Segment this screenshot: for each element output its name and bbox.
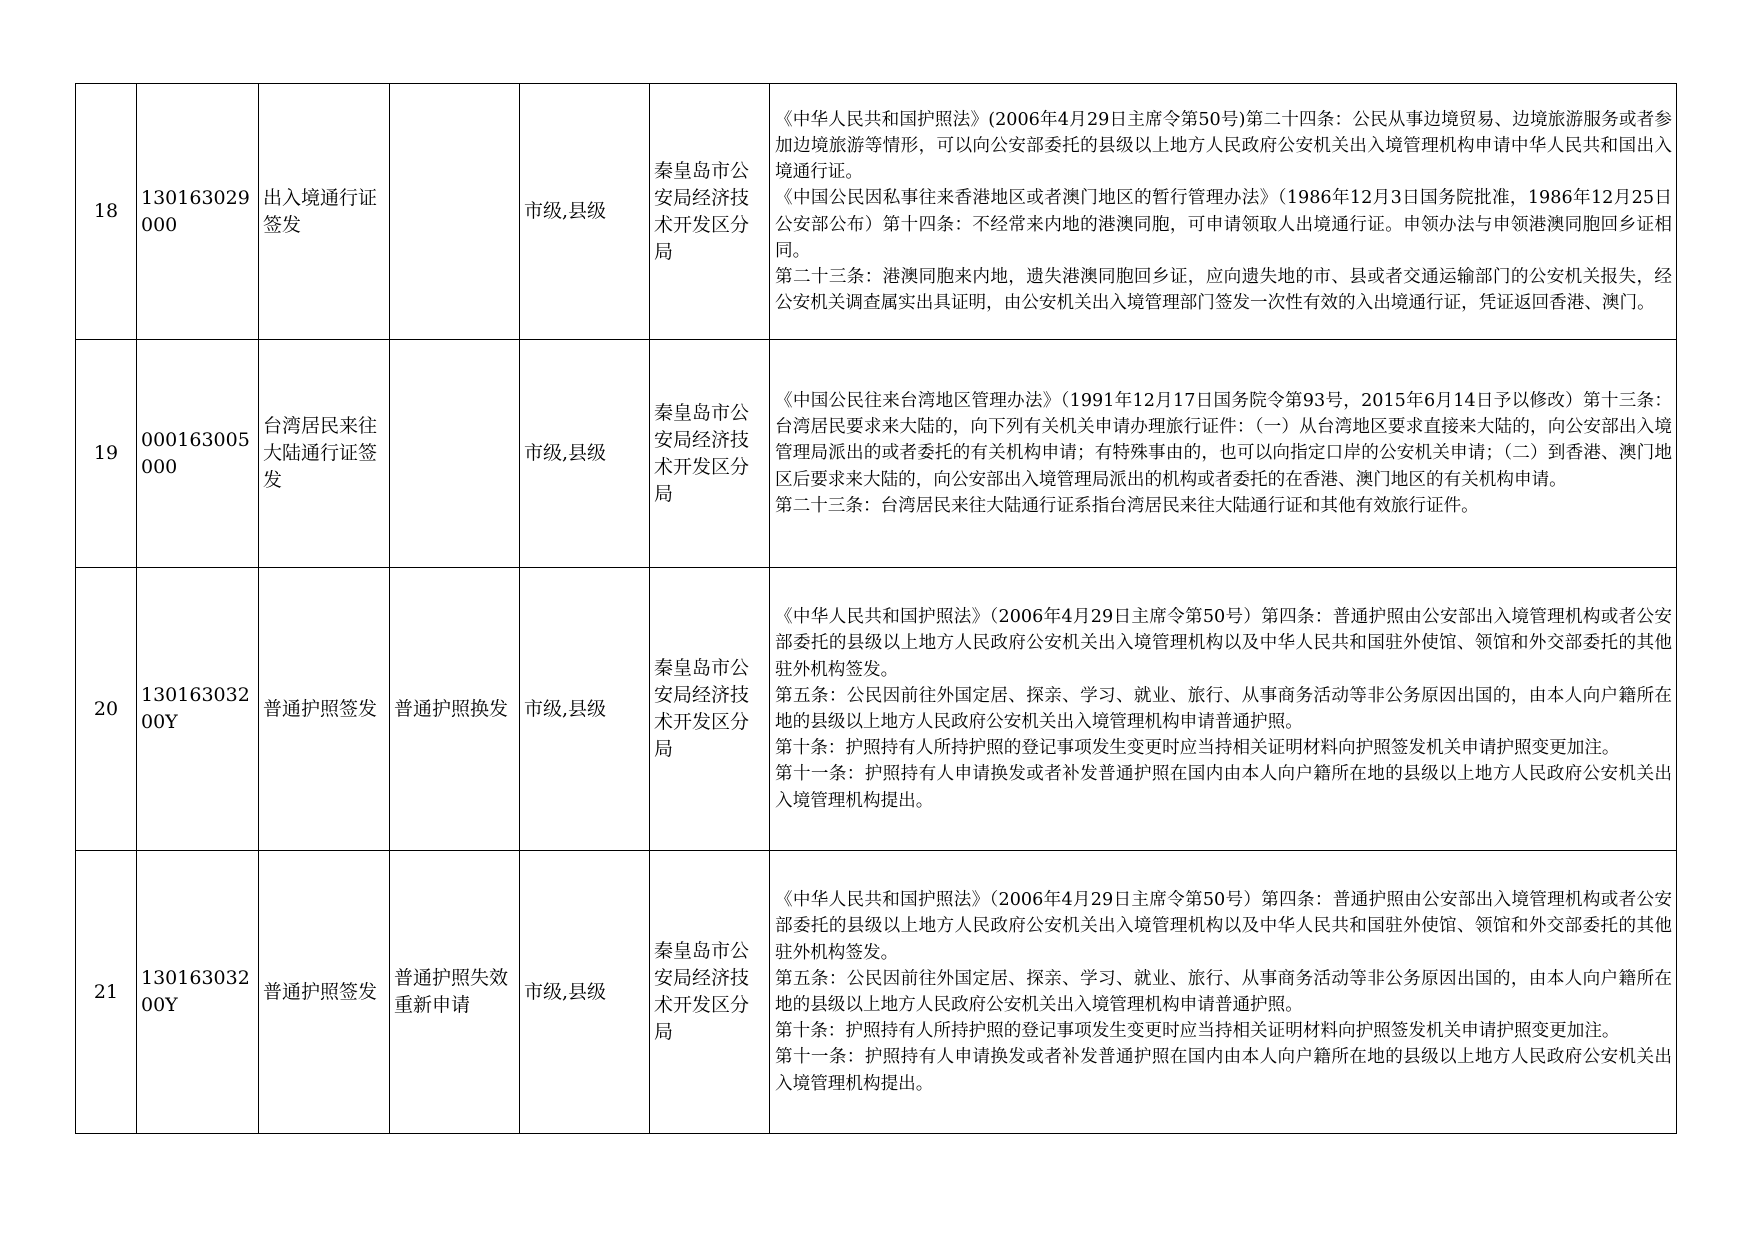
row-number: 19 <box>76 340 137 568</box>
legal-basis <box>770 851 1677 1134</box>
basis-paragraph: 第十条：护照持有人所持护照的登记事项发生变更时应当持相关证明材料向护照签发机关申请护照变更加注。 <box>775 1021 1620 1042</box>
table-row <box>76 851 1677 1134</box>
row-number: 20 <box>76 568 137 851</box>
basis-paragraph: 第十一条：护照持有人申请换发或者补发普通护照在国内由本人向户籍所在地的县级以上地方人民政府公安机关出入境管理机构提出。 <box>775 764 1672 811</box>
exercise-level: 市级,县级 <box>520 340 650 568</box>
sub-item-name <box>390 340 520 568</box>
item-name: 普通护照签发 <box>259 851 390 1134</box>
basis-paragraph: 《中华人民共和国护照法》(2006年4月29日主席令第50号)第二十四条：公民从事边境贸易、边境旅游服务或者参加边境旅游等情形，可以向公安部委托的县级以上地方人民政府公安机关出入境管理机构申请中华人民共和国出入境通行证。 <box>775 109 1672 183</box>
department: 秦皇岛市公安局经济技术开发区分局 <box>650 851 770 1134</box>
exercise-level: 市级,县级 <box>520 568 650 851</box>
department: 秦皇岛市公安局经济技术开发区分局 <box>650 84 770 340</box>
item-code: 13016303200Y <box>137 851 259 1134</box>
sub-item-name: 普通护照失效重新申请 <box>390 851 520 1134</box>
basis-paragraph: 第十一条：护照持有人申请换发或者补发普通护照在国内由本人向户籍所在地的县级以上地方人民政府公安机关出入境管理机构提出。 <box>775 1047 1672 1094</box>
exercise-level: 市级,县级 <box>520 84 650 340</box>
table-row <box>76 568 1677 851</box>
sub-item-name: 普通护照换发 <box>390 568 520 851</box>
department: 秦皇岛市公安局经济技术开发区分局 <box>650 568 770 851</box>
items-table <box>75 83 1677 1134</box>
item-name: 普通护照签发 <box>259 568 390 851</box>
basis-paragraph: 第十条：护照持有人所持护照的登记事项发生变更时应当持相关证明材料向护照签发机关申请护照变更加注。 <box>775 738 1620 759</box>
basis-paragraph: 第五条：公民因前往外国定居、探亲、学习、就业、旅行、从事商务活动等非公务原因出国的，由本人向户籍所在地的县级以上地方人民政府公安机关出入境管理机构申请普通护照。 <box>775 968 1672 1015</box>
exercise-level: 市级,县级 <box>520 851 650 1134</box>
sub-item-name <box>390 84 520 340</box>
basis-paragraph: 《中国公民因私事往来香港地区或者澳门地区的暂行管理办法》（1986年12月3日国务院批准，1986年12月25日公安部公布）第十四条：不经常来内地的港澳同胞，可申请领取人出境通行证。申领办法与申领港澳同胞回乡证相同。 <box>775 188 1672 261</box>
table-row <box>76 84 1677 340</box>
basis-paragraph: 第五条：公民因前往外国定居、探亲、学习、就业、旅行、从事商务活动等非公务原因出国的，由本人向户籍所在地的县级以上地方人民政府公安机关出入境管理机构申请普通护照。 <box>775 685 1672 732</box>
item-code: 000163005000 <box>137 340 259 568</box>
item-code: 130163029000 <box>137 84 259 340</box>
legal-basis <box>770 340 1677 568</box>
basis-paragraph: 《中华人民共和国护照法》（2006年4月29日主席令第50号）第四条：普通护照由公安部出入境管理机构或者公安部委托的县级以上地方人民政府公安机关出入境管理机构以及中华人民共和国驻外使馆、领馆和外交部委托的其他驻外机构签发。 <box>775 607 1672 680</box>
basis-paragraph: 第二十三条：港澳同胞来内地，遗失港澳同胞回乡证，应向遗失地的市、县或者交通运输部门的公安机关报失，经公安机关调查属实出具证明，由公安机关出入境管理部门签发一次性有效的入出境通行证，凭证返回香港、澳门。 <box>775 266 1672 314</box>
basis-paragraph: 第二十三条：台湾居民来往大陆通行证系指台湾居民来往大陆通行证和其他有效旅行证件。 <box>775 495 1479 516</box>
basis-paragraph: 《中国公民往来台湾地区管理办法》（1991年12月17日国务院令第93号，2015年6月14日予以修改）第十三条：台湾居民要求来大陆的，向下列有关机关申请办理旅行证件：（一）从台湾地区要求直接来大陆的，向公安部出入境管理局派出的或者委托的有关机构申请；有特殊事由的，也可以向指定口岸的公安机关申请；（二）到香港、澳门地区后要求来大陆的，向公安部出入境管理局派出的机构或者委托的在香港、澳门地区的有关机构申请。 <box>775 390 1672 490</box>
item-code: 13016303200Y <box>137 568 259 851</box>
legal-basis <box>770 568 1677 851</box>
department: 秦皇岛市公安局经济技术开发区分局 <box>650 340 770 568</box>
row-number: 18 <box>76 84 137 340</box>
item-name: 台湾居民来往大陆通行证签发 <box>259 340 390 568</box>
item-name: 出入境通行证签发 <box>259 84 390 340</box>
row-number: 21 <box>76 851 137 1134</box>
basis-paragraph: 《中华人民共和国护照法》（2006年4月29日主席令第50号）第四条：普通护照由公安部出入境管理机构或者公安部委托的县级以上地方人民政府公安机关出入境管理机构以及中华人民共和国驻外使馆、领馆和外交部委托的其他驻外机构签发。 <box>775 890 1672 963</box>
legal-basis <box>770 84 1677 340</box>
table-row <box>76 340 1677 568</box>
